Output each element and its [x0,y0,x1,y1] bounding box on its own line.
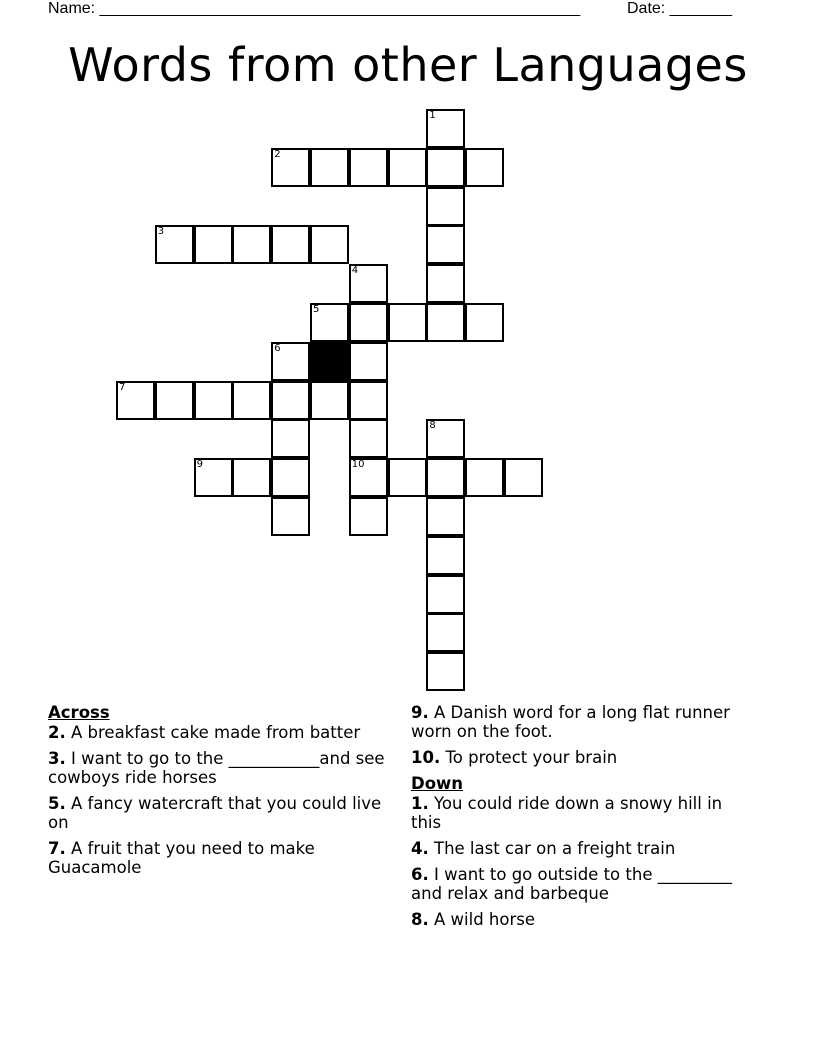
grid-cell[interactable] [271,342,310,381]
grid-cell[interactable] [232,381,271,420]
grid-cell[interactable] [426,575,465,614]
grid-cell[interactable] [116,381,155,420]
grid-cell[interactable] [271,381,310,420]
clues-right-column [411,703,751,936]
clues-left-column [48,703,388,884]
grid-cell[interactable] [465,148,504,187]
grid-cell[interactable] [310,381,349,420]
grid-cell[interactable] [465,303,504,342]
clue-down-8: 8. A wild horse [411,910,535,929]
black-cell [310,342,349,381]
clue-number: 6 [274,342,281,354]
down-heading: Down [411,774,464,793]
grid-cell[interactable] [388,458,427,497]
clue-number: 1 [429,110,436,121]
grid-cell[interactable] [271,458,310,497]
clue-number: 7 [119,381,126,393]
page-title: Words from other Languages [68,38,748,92]
grid-cell[interactable] [155,381,194,420]
clue-number: 8 [429,420,436,432]
clue-across-5: 5. A fancy watercraft that you could live on [48,794,382,832]
grid-cell[interactable] [426,148,465,187]
date-field[interactable]: Date: _______ [627,0,732,17]
clue-number: 10 [351,459,365,471]
clue-across-2: 2. A breakfast cake made from batter [48,723,361,742]
grid-cell[interactable] [426,458,465,497]
grid-cell[interactable] [310,303,349,342]
clue-across-9: 9. A Danish word for a long flat runner worn on the foot. [411,703,730,741]
grid-cell[interactable] [349,342,388,381]
grid-cell[interactable] [271,419,310,458]
grid-cell[interactable] [426,613,465,652]
grid-cell[interactable] [194,381,233,420]
clue-number: 2 [274,148,281,160]
grid-cell[interactable] [271,225,310,264]
grid-cell[interactable] [232,225,271,264]
grid-cell[interactable] [426,264,465,303]
clue-down-1: 1. You could ride down a snowy hill in this [411,794,723,832]
grid-cell[interactable] [271,148,310,187]
clue-number: 4 [351,265,359,277]
clue-down-4: 4. The last car on a freight train [411,839,676,858]
grid-cell[interactable] [426,109,465,148]
name-field[interactable]: Name: ______________________________________________________ [48,0,581,17]
clue-number: 5 [313,304,320,315]
grid-cell[interactable] [349,419,388,458]
grid-cell[interactable] [349,148,388,187]
clue-number: 9 [196,459,203,471]
grid-cell[interactable] [349,381,388,420]
across-heading: Across [48,703,110,722]
grid-cell[interactable] [426,497,465,536]
grid-cell[interactable] [426,303,465,342]
grid-cell[interactable] [194,225,233,264]
grid-cell[interactable] [349,264,388,303]
grid-cell[interactable] [426,419,465,458]
clue-across-7: 7. A fruit that you need to make Guacamole [48,839,315,877]
grid-cell[interactable] [349,497,388,536]
grid-cell[interactable] [426,536,465,575]
grid-cell[interactable] [232,458,271,497]
grid-cell[interactable] [349,303,388,342]
grid-cell[interactable] [155,225,194,264]
clue-across-10: 10. To protect your brain [411,748,618,767]
grid-cell[interactable] [426,187,465,226]
clue-number: 3 [157,226,165,238]
grid-cell[interactable] [310,225,349,264]
grid-cell[interactable] [310,148,349,187]
clue-down-6: 6. I want to go outside to the _________ and relax and barbeque [411,865,732,903]
grid-cell[interactable] [426,225,465,264]
grid-cell[interactable] [388,148,427,187]
grid-cell[interactable] [194,458,233,497]
clue-across-3: 3. I want to go to the ___________and see cowboys ride horses [48,749,385,787]
grid-cell[interactable] [504,458,543,497]
grid-cell[interactable] [465,458,504,497]
grid-cell[interactable] [426,652,465,691]
grid-cell[interactable] [349,458,388,497]
grid-cell[interactable] [271,497,310,536]
grid-cell[interactable] [388,303,427,342]
